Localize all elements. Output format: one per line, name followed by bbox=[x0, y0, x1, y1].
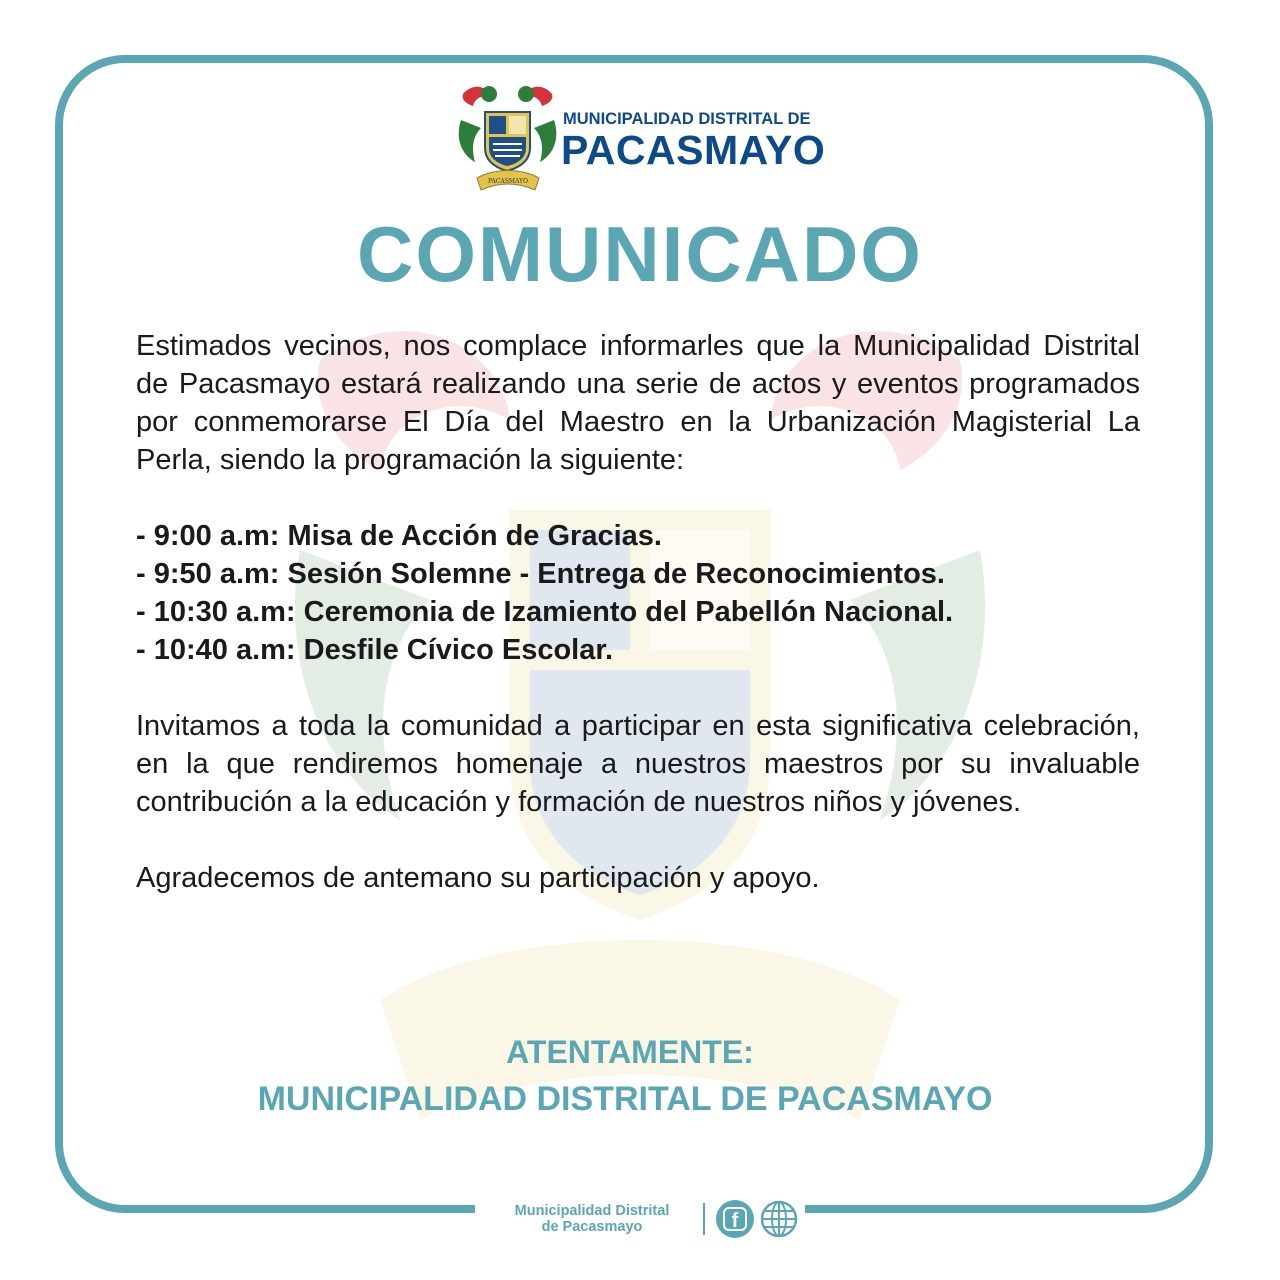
intro-paragraph: Estimados vecinos, nos complace informarles que la Municipalidad Distrital de Pacasmayo estará realizando una serie de actos y eventos programados por conmemorarse El Día del Maestro en la Urbanización Magisterial La Perla, siendo la programación la siguiente: bbox=[136, 330, 1140, 476]
footer-divider bbox=[703, 1203, 705, 1235]
org-name-line2: PACASMAYO bbox=[561, 127, 826, 173]
thanks-paragraph: Agradecemos de antemano su participación y apoyo. bbox=[136, 862, 820, 894]
crest-ribbon-text: PACASMAYO bbox=[488, 178, 528, 185]
org-name-line1: MUNICIPALIDAD DISTRITAL DE bbox=[563, 110, 811, 128]
closing-line2: MUNICIPALIDAD DISTRITAL DE PACASMAYO bbox=[257, 1080, 993, 1118]
announcement-body bbox=[136, 327, 1140, 897]
facebook-icon[interactable]: f bbox=[716, 1200, 754, 1238]
footer-line1: Municipalidad Distrital bbox=[514, 1203, 670, 1219]
schedule-item: - 10:40 a.m: Desfile Cívico Escolar. bbox=[136, 634, 614, 666]
footer-org-name bbox=[483, 1203, 701, 1235]
schedule-item: - 9:00 a.m: Misa de Acción de Gracias. bbox=[136, 520, 662, 552]
schedule-item: - 9:50 a.m: Sesión Solemne - Entrega de Reconocimientos. bbox=[136, 558, 945, 590]
crest-logo bbox=[455, 82, 560, 197]
closing-signature bbox=[0, 1030, 1280, 1124]
invitation-paragraph: Invitamos a toda la comunidad a participar en esta significativa celebración, en la que rendiremos homenaje a nuestros maestros por su invaluable contribución a la educación y formación de nuestros niños y jóvenes. bbox=[136, 710, 1140, 818]
closing-line1: ATENTAMENTE: bbox=[506, 1034, 754, 1070]
schedule-item: - 10:30 a.m: Ceremonia de Izamiento del Pabellón Nacional. bbox=[136, 596, 954, 628]
org-header bbox=[455, 82, 835, 197]
footer-line2: de Pacasmayo bbox=[541, 1219, 643, 1235]
schedule-list bbox=[136, 517, 1140, 669]
page-title: COMUNICADO bbox=[357, 210, 923, 298]
globe-icon[interactable] bbox=[760, 1200, 798, 1238]
footer-badge bbox=[475, 1195, 805, 1245]
